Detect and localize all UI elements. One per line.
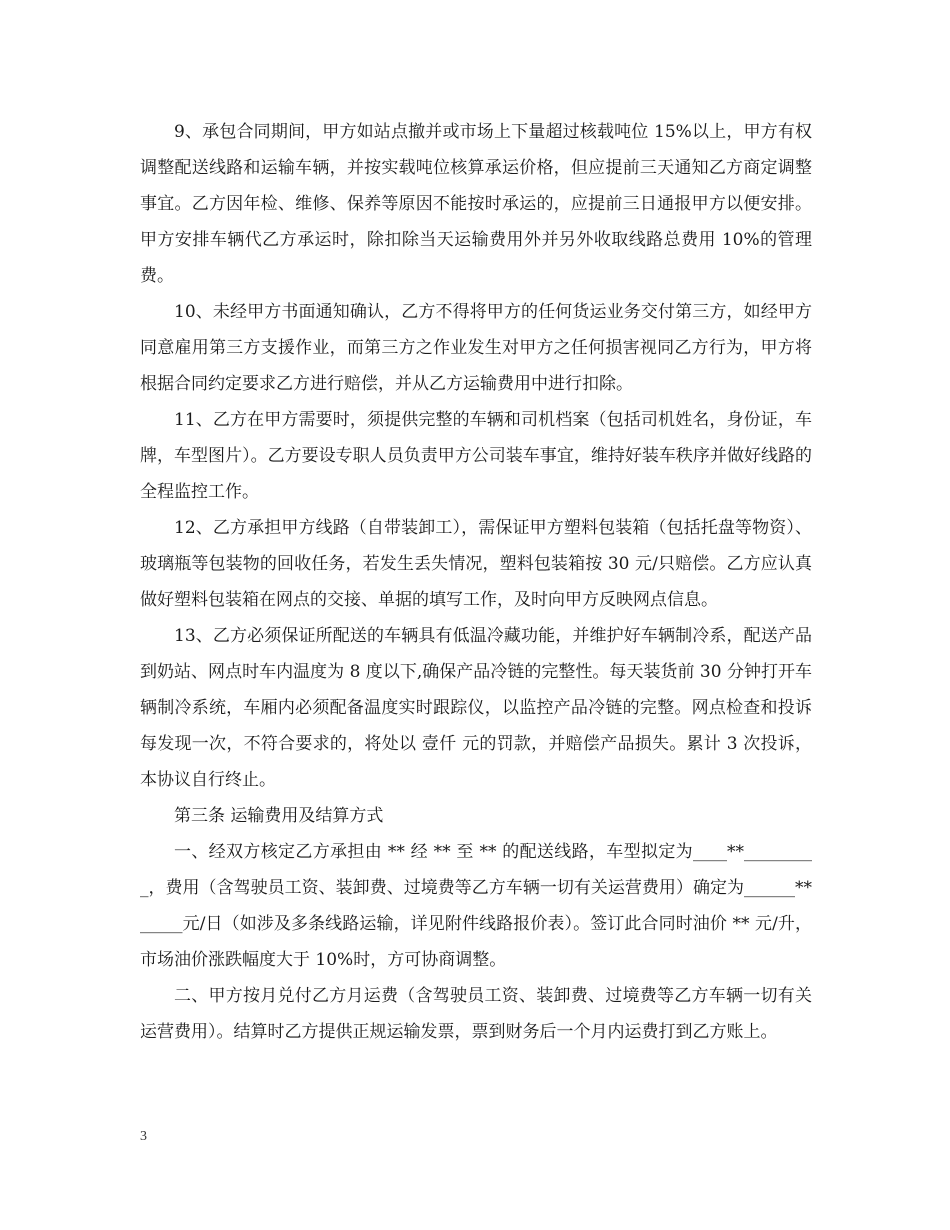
document-body bbox=[140, 114, 812, 1050]
page-number: 3 bbox=[140, 1129, 147, 1144]
section-heading: 第三条 运输费用及结算方式 bbox=[174, 806, 384, 826]
section-item-1-paragraph: 一、经双方核定乙方承担由 ** 经 ** 至 ** 的配送线路，车型拟定为____**_________，费用（含驾驶员工资、装卸费、过境费等乙方车辆一切有关运营费用）确定为______**_____元/日（如涉及多条线路运输，详见附件线路报价表）。签订此合同时油价 ** 元/升，市场油价涨跌幅度大于 10%时，方可协商调整。 bbox=[140, 842, 812, 970]
clause-12-paragraph: 12、乙方承担甲方线路（自带装卸工），需保证甲方塑料包装箱（包括托盘等物资）、玻璃瓶等包装物的回收任务，若发生丢失情况，塑料包装箱按 30 元/只赔偿。乙方应认真做好塑料包装箱在网点的交接、单据的填写工作，及时向甲方反映网点信息。 bbox=[140, 518, 812, 610]
section-item-2-paragraph: 二、甲方按月兑付乙方月运费（含驾驶员工资、装卸费、过境费等乙方车辆一切有关运营费用）。结算时乙方提供正规运输发票，票到财务后一个月内运费打到乙方账上。 bbox=[140, 986, 812, 1042]
clause-9-paragraph: 9、承包合同期间，甲方如站点撤并或市场上下量超过核载吨位 15%以上，甲方有权调整配送线路和运输车辆，并按实载吨位核算承运价格，但应提前三天通知乙方商定调整事宜。乙方因年检、维修、保养等原因不能按时承运的，应提前三日通报甲方以便安排。甲方安排车辆代乙方承运时，除扣除当天运输费用外并另外收取线路总费用 10%的管理费。 bbox=[140, 122, 812, 286]
clause-10-paragraph: 10、未经甲方书面通知确认，乙方不得将甲方的任何货运业务交付第三方，如经甲方同意雇用第三方支援作业，而第三方之作业发生对甲方之任何损害视同乙方行为，甲方将根据合同约定要求乙方进行赔偿，并从乙方运输费用中进行扣除。 bbox=[140, 302, 812, 394]
clause-13-paragraph: 13、乙方必须保证所配送的车辆具有低温冷藏功能，并维护好车辆制冷系，配送产品到奶站、网点时车内温度为 8 度以下,确保产品冷链的完整性。每天装货前 30 分钟打开车辆制冷系统，车厢内必须配备温度实时跟踪仪，以监控产品冷链的完整。网点检查和投诉每发现一次，不符合要求的，将处以 壹仟 元的罚款，并赔偿产品损失。累计 3 次投诉，本协议自行终止。 bbox=[140, 626, 812, 790]
clause-11-paragraph: 11、乙方在甲方需要时，须提供完整的车辆和司机档案（包括司机姓名，身份证，车牌，车型图片）。乙方要设专职人员负责甲方公司装车事宜，维持好装车秩序并做好线路的全程监控工作。 bbox=[140, 410, 812, 502]
